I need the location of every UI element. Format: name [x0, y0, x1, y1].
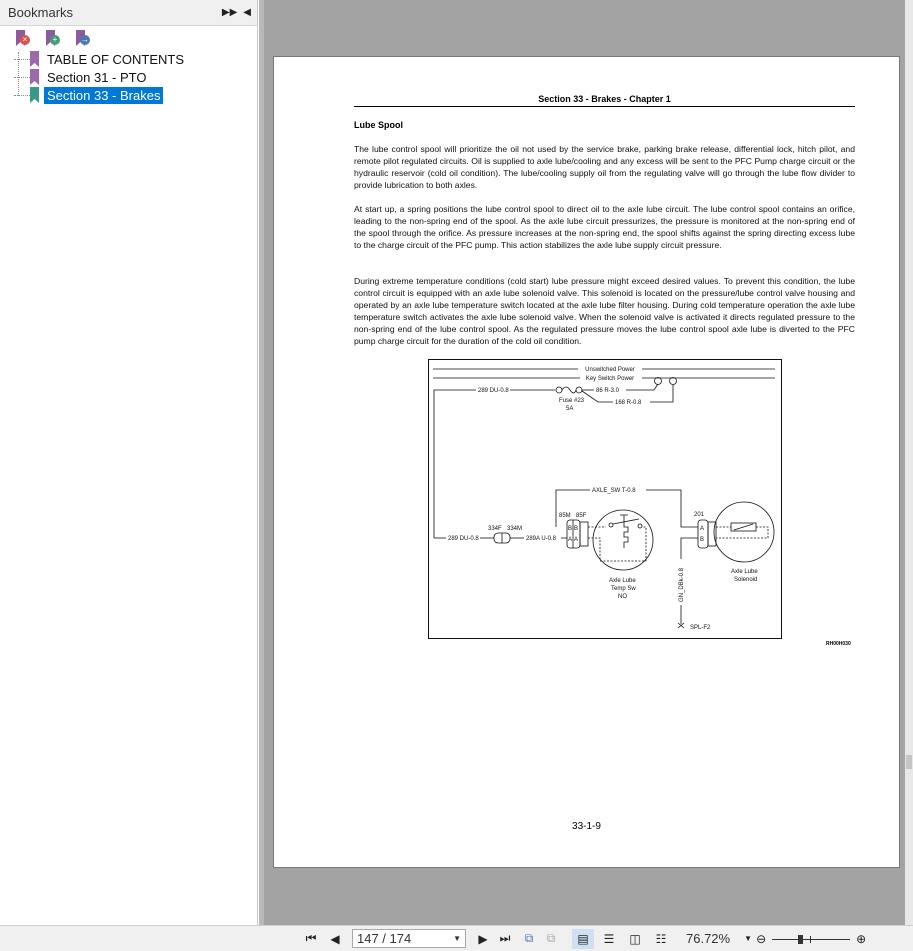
bookmark-tree	[0, 50, 257, 104]
svg-text:Unswitched Power: Unswitched Power	[585, 367, 635, 373]
go-to-bookmark-icon[interactable]: →	[76, 30, 86, 46]
bookmarks-header	[0, 0, 257, 26]
svg-text:Fuse #23: Fuse #23	[559, 398, 585, 404]
svg-text:Solenoid: Solenoid	[734, 577, 758, 583]
svg-text:B: B	[700, 537, 705, 543]
bookmark-item[interactable]: TABLE OF CONTENTS	[14, 50, 257, 68]
zoom-level[interactable]: 76.72%	[686, 931, 731, 946]
first-page-button[interactable]: ⏮	[305, 931, 317, 945]
splitter[interactable]	[259, 0, 264, 925]
expand-panel-icon[interactable]: ▶▶	[221, 7, 238, 18]
svg-text:289A U-0.8: 289A U-0.8	[526, 536, 557, 542]
collapse-panel-icon[interactable]: ◀	[243, 7, 251, 18]
svg-text:Axle Lube: Axle Lube	[609, 578, 636, 584]
svg-text:Key Switch Power: Key Switch Power	[585, 376, 635, 382]
svg-text:85M: 85M	[559, 513, 571, 519]
delete-bookmark-icon[interactable]: ×	[16, 30, 26, 46]
bookmark-item[interactable]: Section 31 - PTO	[14, 68, 257, 86]
svg-text:A: A	[700, 526, 705, 532]
chevron-down-icon[interactable]: ▼	[453, 934, 461, 943]
bottom-toolbar	[0, 925, 913, 951]
bookmark-icon	[30, 87, 40, 103]
svg-text:334M: 334M	[507, 526, 523, 532]
previous-view-icon[interactable]: ⧉	[524, 931, 534, 945]
svg-text:B: B	[568, 526, 573, 532]
svg-text:B: B	[574, 526, 579, 532]
single-page-view-icon[interactable]: ▤	[572, 929, 594, 949]
svg-text:168 R-0.8: 168 R-0.8	[615, 400, 642, 406]
zoom-out-icon[interactable]: ⊖	[756, 931, 767, 946]
bookmark-item-selected[interactable]: Section 33 - Brakes	[14, 86, 257, 104]
svg-text:289 DU-0.8: 289 DU-0.8	[448, 536, 479, 542]
bookmark-icon	[30, 51, 40, 67]
vertical-scrollbar[interactable]	[905, 0, 913, 925]
zoom-slider[interactable]	[772, 934, 850, 944]
svg-text:5A: 5A	[566, 406, 574, 412]
paragraph: At start up, a spring positions the lube control spool to direct oil to the axle lube circuit. The lube control spool contains an orifice, leading to the non-spring end of the spool. As the axle lube circuit pressurizes, the pressure is monitored at the non-spring end of the spool through the orifice. As pressure increases at the non-spring end, the spool shifts against the spring directing excess lube to the charge circuit of the PFC pump. This action stabilizes the axle lube supply circuit pressure.	[354, 204, 855, 250]
svg-text:86 R-3.0: 86 R-3.0	[596, 388, 620, 394]
page-number-input[interactable]: 147 / 174 ▼	[352, 929, 466, 948]
next-page-button[interactable]: ▶	[478, 931, 488, 946]
svg-text:85F: 85F	[576, 513, 587, 519]
svg-text:A: A	[568, 537, 573, 543]
svg-text:334F: 334F	[488, 526, 502, 532]
svg-text:201: 201	[694, 512, 705, 518]
svg-text:Axle Lube: Axle Lube	[731, 569, 758, 575]
page-header: Section 33 - Brakes - Chapter 1	[354, 94, 855, 107]
paragraph: During extreme temperature conditions (cold start) lube pressure might exceed desired values. To prevent this condition, the lube control circuit is equipped with an axle lube solenoid valve. This solenoid is located on the pressure/lube control valve housing and operated by an axle lube temperature switch located at the axle lube filter housing. During cold temperature operation the axle lube temperature switch activates the axle lube solenoid valve. When the solenoid valve is activated it directs regulated pressure to the non-spring end of the lube control spool. As the regulated pressure moves the lube control spool axle lube is diverted to the PFC pump charge circuit for the duration of the cold oil condition.	[354, 276, 855, 346]
bookmarks-title: Bookmarks	[8, 5, 74, 20]
two-page-continuous-icon[interactable]: ☷	[655, 931, 667, 946]
bookmarks-panel	[0, 0, 258, 925]
svg-text:NO: NO	[618, 594, 627, 600]
previous-page-button[interactable]: ◀	[330, 931, 340, 946]
zoom-dropdown-icon[interactable]: ▼	[744, 934, 753, 943]
svg-text:A: A	[574, 537, 579, 543]
two-page-view-icon[interactable]: ◫	[629, 931, 641, 946]
svg-text:Temp Sw: Temp Sw	[611, 586, 636, 592]
figure-id: RH00H030	[826, 641, 851, 647]
svg-text:AXLE_SW T-0.8: AXLE_SW T-0.8	[592, 488, 636, 494]
wiring-diagram	[428, 359, 783, 640]
bookmark-icon	[30, 69, 40, 85]
section-heading: Lube Spool	[354, 120, 403, 130]
svg-text:289 DU-0.8: 289 DU-0.8	[478, 388, 509, 394]
pdf-page	[273, 56, 900, 868]
add-bookmark-icon[interactable]: +	[46, 30, 56, 46]
svg-text:GN_DBk-0.8: GN_DBk-0.8	[679, 567, 685, 602]
svg-text:SPL-F2: SPL-F2	[690, 625, 711, 631]
next-view-icon[interactable]: ⧉	[546, 931, 556, 945]
last-page-button[interactable]: ⏭	[499, 931, 511, 945]
continuous-view-icon[interactable]: ☰	[603, 931, 615, 946]
paragraph: The lube control spool will prioritize the oil not used by the service brake, parking brake release, differential lock, hitch pilot, and remote pilot regulated circuits. Oil is supplied to axle lube/cooling and any excess will be sent to the PFC Pump charge circuit or the hydraulic reservoir (cold oil condition). The lube/cooling supply oil from the regulating valve will go through the lube flow divider to provide lubrication to both axles.	[354, 144, 855, 190]
zoom-in-icon[interactable]: ⊕	[856, 931, 867, 946]
page-number: 33-1-9	[572, 821, 601, 832]
